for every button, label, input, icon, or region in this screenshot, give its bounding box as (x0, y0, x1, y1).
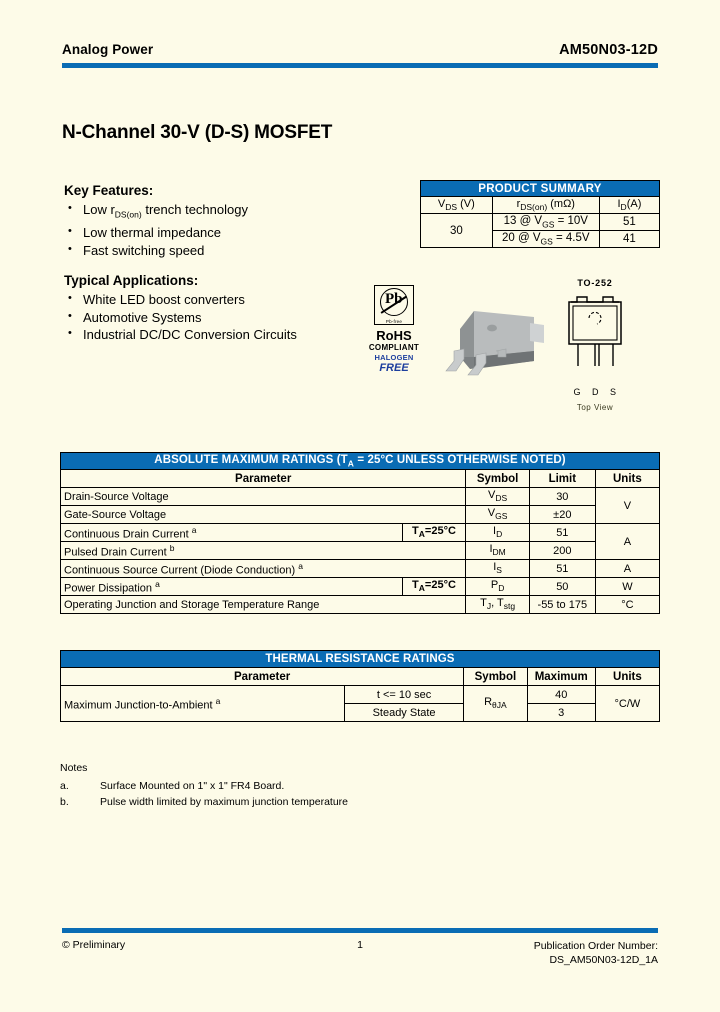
column-header-symbol: Symbol (464, 668, 527, 686)
pin-label-s: S (609, 387, 617, 397)
notes-section (60, 762, 520, 810)
table-row (61, 506, 660, 524)
pb-symbol-text: Pb (385, 291, 403, 307)
package-name-label: TO-252 (577, 278, 613, 288)
table-row (61, 488, 660, 506)
note-item (60, 794, 520, 810)
header-divider (62, 63, 658, 68)
row-symbol: $I_D$ (466, 524, 530, 542)
part-number: AM50N03-12D (559, 42, 658, 58)
package-photo-icon (430, 295, 550, 385)
pb-free-icon (374, 285, 414, 325)
row-units: V (595, 488, 659, 524)
package-outline-icon (557, 288, 633, 380)
publication-order-label: Publication Order Number: (533, 940, 658, 952)
free-label: FREE (379, 362, 409, 374)
list-item: • Industrial DC/DC Conversion Circuits (64, 326, 404, 344)
row-condition: $T_A=25^\circ C$ (402, 524, 466, 542)
table-row (61, 578, 660, 596)
rohs-compliant-label: COMPLIANT (368, 343, 420, 352)
table-row (61, 542, 660, 560)
row-maximum: 40 (527, 686, 595, 704)
row-units: °C/W (595, 686, 659, 722)
row-limit: 51 (529, 560, 595, 578)
row-parameter: Maximum Junction-to-Ambient $^a$ (61, 686, 345, 722)
cell-id-2: 41 (599, 231, 659, 248)
pin-label-g: G (573, 387, 581, 397)
row-symbol: $V_{GS}$ (466, 506, 530, 524)
thermal-resistance-ratings-table (60, 650, 660, 722)
row-units: A (595, 524, 659, 560)
column-header-maximum: Maximum (527, 668, 595, 686)
column-header-symbol: Symbol (466, 470, 530, 488)
table-row (61, 596, 660, 614)
company-name: Analog Power (62, 42, 154, 57)
rohs-label: RoHS (376, 328, 412, 343)
column-header-rdson: $r_{DS(on)}$ (mΩ) (492, 197, 599, 214)
row-units: A (595, 560, 659, 578)
pin-label-d: D (591, 387, 599, 397)
column-header-limit: Limit (529, 470, 595, 488)
column-header-units: Units (595, 470, 659, 488)
typical-applications-section (64, 273, 404, 344)
row-limit: 50 (529, 578, 595, 596)
column-header-units: Units (595, 668, 659, 686)
publication-order-number (534, 939, 658, 967)
row-limit: 200 (529, 542, 595, 560)
key-features-section (64, 183, 394, 259)
row-parameter: Continuous Drain Current $^a$ (61, 524, 403, 542)
row-limit: 51 (529, 524, 595, 542)
list-item: • Fast switching speed (64, 242, 394, 260)
cell-id-1: 51 (599, 214, 659, 231)
note-item (60, 778, 520, 794)
page-header (62, 42, 658, 58)
list-item: • Low thermal impedance (64, 224, 394, 242)
row-units: °C (595, 596, 659, 614)
row-symbol: $R_{\theta JA}$ (464, 686, 527, 722)
product-summary-table (420, 180, 660, 248)
note-text: Pulse width limited by maximum junction temperature (100, 796, 349, 808)
row-limit: ±20 (529, 506, 595, 524)
column-header-parameter: Parameter (61, 470, 466, 488)
note-text: Surface Mounted on 1" x 1" FR4 Board. (100, 780, 285, 792)
row-parameter: Pulsed Drain Current $^b$ (61, 542, 466, 560)
package-outline-drawing (555, 278, 635, 412)
page-title: N-Channel 30-V (D-S) MOSFET (62, 122, 333, 143)
column-header-id: $I_D(A)$ (599, 197, 659, 214)
halogen-label: HALOGEN (374, 353, 414, 362)
row-limit: -55 to 175 (529, 596, 595, 614)
row-parameter: Power Dissipation $^a$ (61, 578, 403, 596)
rohs-mark (366, 285, 422, 374)
row-symbol: $P_D$ (466, 578, 530, 596)
row-limit: 30 (529, 488, 595, 506)
row-maximum: 3 (527, 704, 595, 722)
page-number: 1 (357, 939, 363, 951)
thermal-table-title: THERMAL RESISTANCE RATINGS (61, 651, 660, 668)
absolute-maximum-ratings-table (60, 452, 660, 614)
row-symbol: $V_{DS}$ (466, 488, 530, 506)
cell-rdson-2: 20 @ $V_{GS} = 4.5V$ (492, 231, 599, 248)
row-units: W (595, 578, 659, 596)
row-condition: $T_A=25^\circ C$ (402, 578, 466, 596)
note-key: b. (60, 796, 69, 808)
table-row (61, 524, 660, 542)
row-parameter: Operating Junction and Storage Temperature Range (61, 596, 466, 614)
notes-title: Notes (60, 762, 88, 774)
table-row (61, 686, 660, 704)
cell-vds-value: 30 (421, 214, 493, 248)
row-symbol: $T_J$, $T_{stg}$ (466, 596, 530, 614)
list-item: • White LED boost converters (64, 291, 404, 309)
table-row (61, 560, 660, 578)
row-symbol: $I_S$ (466, 560, 530, 578)
product-summary-title: PRODUCT SUMMARY (421, 181, 660, 197)
package-pin-labels (568, 387, 622, 397)
abs-table-title: ABSOLUTE MAXIMUM RATINGS ($T_A = 25^\circ C$ UNLESS OTHERWISE NOTED) (61, 453, 660, 470)
row-symbol: $I_{DM}$ (466, 542, 530, 560)
row-parameter: Continuous Source Current (Diode Conduction) $^a$ (61, 560, 466, 578)
typical-applications-list (64, 291, 404, 344)
footer-status: © Preliminary (62, 939, 126, 951)
row-parameter: Gate-Source Voltage (61, 506, 466, 524)
list-item: • Automotive Systems (64, 309, 404, 327)
footer-divider (62, 928, 658, 933)
package-view-label: Top View (576, 403, 614, 412)
key-features-heading: Key Features: (64, 183, 154, 198)
list-item: • Low $r_{DS(on)}$ trench technology (64, 201, 394, 224)
pb-free-label: Pb-free (385, 319, 403, 324)
row-condition: Steady State (344, 704, 463, 722)
key-features-list (64, 201, 394, 259)
row-parameter: Drain-Source Voltage (61, 488, 466, 506)
row-condition: t <= 10 sec (344, 686, 463, 704)
typical-applications-heading: Typical Applications: (64, 273, 199, 288)
column-header-vds: $V_{DS}$ (V) (421, 197, 493, 214)
publication-order-value: DS_AM50N03-12D_1A (549, 954, 658, 966)
column-header-parameter: Parameter (61, 668, 464, 686)
note-key: a. (60, 780, 69, 792)
cell-rdson-1: 13 @ $V_{GS} = 10V$ (492, 214, 599, 231)
